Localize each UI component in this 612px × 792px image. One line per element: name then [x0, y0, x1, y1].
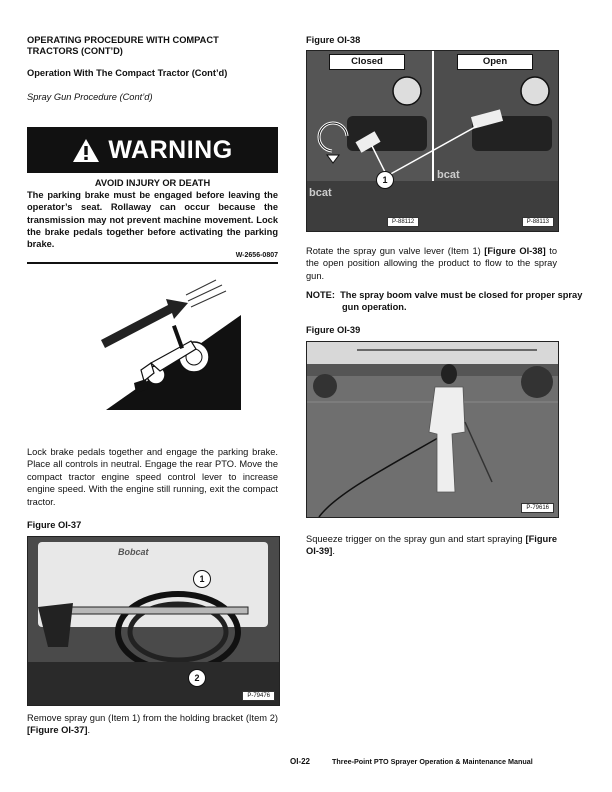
remove-gun-caption — [27, 712, 278, 737]
figure-38-label: Figure OI-38 — [306, 35, 361, 45]
photo-code-left: P-88112 — [387, 217, 419, 227]
photo-code: P-79476 — [242, 691, 275, 701]
warning-title: AVOID INJURY OR DEATH — [94, 178, 211, 188]
spray-gun-drawing — [28, 537, 279, 705]
warning-triangle-icon — [72, 138, 100, 163]
figure-ref: [Figure OI-38] — [484, 246, 546, 256]
page-number: OI-22 — [290, 757, 311, 766]
figure-38-photo — [306, 50, 559, 232]
manual-title: Three-Point PTO Sprayer Operation & Maintenance Manual — [332, 757, 533, 766]
warning-code: W-2656-0807 — [235, 252, 278, 259]
bobcat-brand-left: bcat — [309, 187, 332, 199]
closed-label: Closed — [329, 54, 405, 70]
warning-body: The parking brake must be engaged before leaving the operator’s seat. Rollaway can occur because the transmission may not prevent machine movement. Lock the brake pedals together before activating the parking brake. — [27, 190, 278, 250]
photo-code-right: P-88113 — [522, 217, 554, 227]
figure-37-label: Figure OI-37 — [27, 520, 82, 530]
photo-code: P-79616 — [521, 503, 554, 513]
warning-banner-text: WARNING — [108, 135, 233, 164]
callout-valve-lever: 1 — [376, 171, 394, 189]
para-text-end: to the open position allowing the product to flow to the spray gun. — [306, 246, 557, 281]
caption-text: Remove spray gun (Item 1) from the holding bracket (Item 2) — [27, 713, 278, 723]
para-text: Squeeze trigger on the spray gun and start spraying — [306, 534, 526, 544]
open-label: Open — [457, 54, 533, 70]
warning-banner — [27, 127, 278, 173]
callout-1: 1 — [193, 570, 211, 588]
squeeze-trigger-paragraph — [306, 533, 557, 558]
figure-39-photo — [306, 341, 559, 518]
para-text: Rotate the spray gun valve lever (Item 1) — [306, 246, 485, 256]
brake-paragraph: Lock brake pedals together and engage the parking brake. Place all controls in neutral. Engage the rear PTO. Move the compact tractor engine speed control lever to increase engine speed. With the engine still running, exit the compact tractor. — [27, 447, 278, 507]
bobcat-brand-right: bcat — [437, 169, 460, 181]
subheading: Operation With The Compact Tractor (Cont’d) — [27, 68, 228, 78]
figure-37-photo — [27, 536, 280, 706]
para-text-end: . — [332, 546, 335, 557]
section-heading: OPERATING PROCEDURE WITH COMPACT TRACTORS (CONT’D) — [27, 35, 219, 56]
caption-end: . — [87, 725, 91, 736]
field-spraying-drawing — [307, 342, 558, 517]
italic-heading: Spray Gun Procedure (Cont’d) — [27, 92, 153, 102]
figure-ref: [Figure OI-39] — [306, 534, 557, 557]
callout-2: 2 — [188, 669, 206, 687]
rotate-valve-paragraph — [306, 245, 557, 282]
warning-divider — [27, 262, 278, 264]
figure-39-label: Figure OI-39 — [306, 325, 361, 335]
bobcat-brand: Bobcat — [118, 547, 149, 557]
note: NOTE: The spray boom valve must be closed for proper spray gun operation. — [306, 290, 585, 313]
rollaway-illustration — [96, 275, 246, 415]
valve-drawing — [307, 51, 558, 231]
figure-ref: [Figure OI-37] — [27, 725, 88, 736]
